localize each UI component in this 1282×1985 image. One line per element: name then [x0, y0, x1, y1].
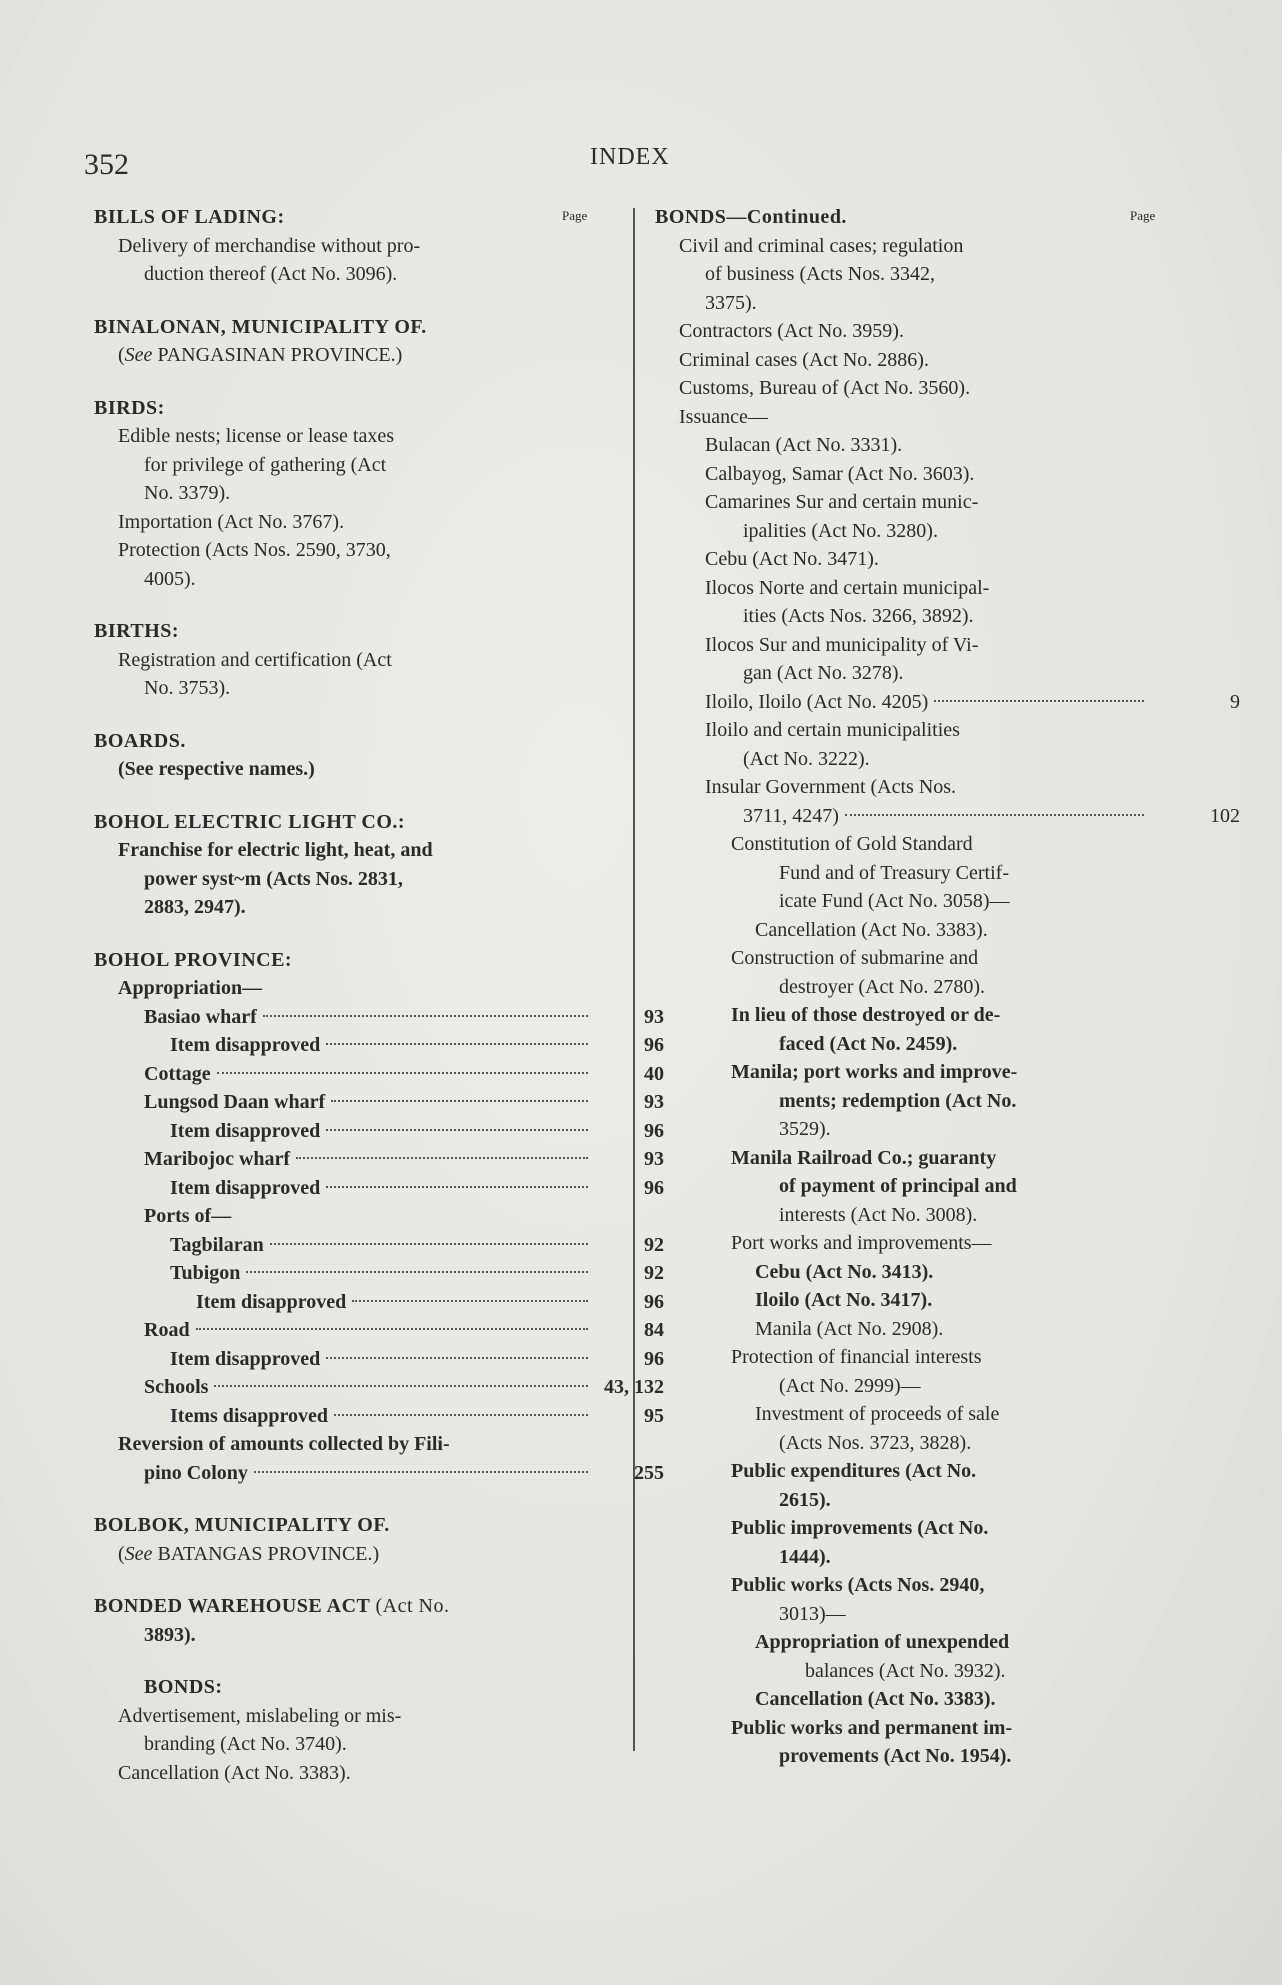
subentry-line: Cebu (Act No. 3471).: [705, 548, 879, 570]
subentry-line: Cancellation (Act No. 3383).: [118, 1761, 351, 1784]
entry-bohol-province: [94, 946, 664, 1488]
subentry-line: Investment of proceeds of sale: [755, 1403, 1000, 1425]
subentry-line: of payment of principal and: [779, 1175, 1017, 1197]
subentry-line: Manila; port works and improve-: [731, 1061, 1018, 1083]
entry-bills-of-lading: [94, 203, 624, 289]
entry-heading: BILLS OF LADING:: [94, 206, 285, 228]
subentry-line: 3893).: [144, 1623, 196, 1646]
subentry-line: Edible nests; license or lease taxes: [118, 425, 395, 447]
leader-row: Basiao wharf 93: [144, 1005, 664, 1028]
subentry-line: Cebu (Act No. 3413).: [755, 1260, 934, 1283]
subentry-line: for privilege of gathering (Act: [144, 453, 387, 476]
subentry-line: (Act No. 2999)—: [779, 1374, 921, 1397]
subentry-line: branding (Act No. 3740).: [144, 1733, 347, 1755]
leader-row: Item disapproved 96: [170, 1119, 664, 1142]
subentry-line: Construction of submarine and: [731, 947, 979, 969]
subentry-line: No. 3379).: [144, 482, 231, 504]
page-column-label-left: Page: [562, 208, 588, 223]
leader-row: Cottage 40: [144, 1062, 664, 1085]
entry-bonded-warehouse: [94, 1592, 624, 1649]
subentry-line: of business (Acts Nos. 3342,: [705, 263, 935, 285]
subentry-line: icate Fund (Act No. 3058)—: [779, 890, 1010, 912]
subentry-line: Advertisement, mislabeling or mis-: [118, 1704, 402, 1727]
subentry-line: In lieu of those destroyed or de-: [731, 1004, 1001, 1026]
entry-heading: BIRDS:: [94, 396, 165, 419]
leader-row: Lungsod Daan wharf 93: [144, 1091, 664, 1113]
subentry-line: Insular Government (Acts Nos.: [705, 776, 957, 798]
subentry-line: Appropriation of unexpended: [755, 1631, 1010, 1653]
subentry-line: Cancellation (Act No. 3383).: [755, 918, 988, 941]
subentry-line: (Act No. 3222).: [743, 747, 870, 770]
subentry-line: Public improvements (Act No.: [731, 1517, 989, 1539]
subentry-line: Ilocos Sur and municipality of Vi-: [705, 633, 979, 656]
see-reference: (See PANGASINAN PROVINCE.): [118, 344, 403, 366]
leader-row: Items disapproved 95: [170, 1404, 664, 1427]
entry-heading: BONDED WAREHOUSE ACT (Act No.: [94, 1595, 450, 1617]
subentry-line: 3375).: [705, 291, 757, 314]
leader-row: Schools 43, 132: [144, 1376, 664, 1398]
entry-heading: BIRTHS:: [94, 620, 180, 642]
leader-row: Item disapproved 96: [170, 1347, 664, 1370]
subentry-line: Port works and improvements—: [731, 1232, 992, 1254]
subentry-line: 3013)—: [779, 1602, 846, 1625]
leader-row: Maribojoc wharf 93: [144, 1148, 664, 1170]
subentry-line: balances (Act No. 3932).: [805, 1659, 1006, 1682]
entry-heading: BOHOL ELECTRIC LIGHT CO.:: [94, 810, 406, 833]
subentry-line: Delivery of merchandise without pro-: [118, 234, 421, 257]
entry-birds: [94, 394, 624, 594]
subentry-line: Criminal cases (Act No. 2886).: [679, 348, 929, 371]
entry-heading: BOLBOK, MUNICIPALITY OF.: [94, 1514, 390, 1536]
entry-bolbok: [94, 1511, 624, 1568]
entry-heading: BONDS:: [144, 1676, 223, 1698]
subentry-line: Manila (Act No. 2908).: [755, 1317, 944, 1340]
subentry-line: Franchise for electric light, heat, and: [118, 839, 433, 861]
subentry-line: Public works (Acts Nos. 2940,: [731, 1574, 985, 1596]
subentry-line: 2615).: [779, 1488, 831, 1511]
subentry-line: Customs, Bureau of (Act No. 3560).: [679, 377, 971, 399]
left-column: [94, 203, 664, 1811]
entry-heading: BOHOL PROVINCE:: [94, 948, 293, 971]
leader-row: pino Colony 255: [144, 1461, 664, 1484]
page-column-label-right: Page: [1130, 208, 1156, 223]
leader-row: Item disapproved 96: [170, 1034, 664, 1056]
subentry-line: Constitution of Gold Standard: [731, 833, 973, 855]
subentry-line: 2883, 2947).: [144, 896, 246, 918]
column-divider: [633, 208, 635, 1751]
entry-bohol-electric: [94, 808, 624, 922]
subentry-line: (Acts Nos. 3723, 3828).: [779, 1431, 972, 1454]
subentry-line: Importation (Act No. 3767).: [118, 510, 345, 533]
subentry-line: interests (Act No. 3008).: [779, 1203, 978, 1226]
subentry-line: Iloilo (Act No. 3417).: [755, 1289, 933, 1311]
subentry-line: Fund and of Treasury Certif-: [779, 861, 1009, 884]
entry-heading: BINALONAN, MUNICIPALITY OF.: [94, 315, 427, 338]
leader-row: 3711, 4247) 102: [743, 804, 1240, 827]
subentry-line: Protection of financial interests: [731, 1346, 982, 1368]
subentry-line: ities (Acts Nos. 3266, 3892).: [743, 605, 974, 627]
subentry-line: Public works and permanent im-: [731, 1716, 1013, 1739]
entry-heading: BONDS—Continued.: [655, 206, 847, 228]
subentry-line: Issuance—: [679, 405, 768, 428]
entry-binalonan: [94, 313, 624, 370]
subentry-line: Calbayog, Samar (Act No. 3603).: [705, 462, 975, 485]
entry-bonds: [94, 1673, 624, 1787]
subentry-line: ments; redemption (Act No.: [779, 1089, 1017, 1112]
entry-births: [94, 617, 624, 703]
leader-row: Item disapproved 96: [170, 1176, 664, 1199]
subentry-line: 4005).: [144, 567, 196, 590]
see-reference: (See respective names.): [118, 758, 315, 780]
leader-row: Iloilo, Iloilo (Act No. 4205) 9: [705, 690, 1240, 713]
leader-row: Tagbilaran 92: [170, 1233, 664, 1256]
subentry-line: Camarines Sur and certain munic-: [705, 491, 979, 513]
entry-heading: BOARDS.: [94, 729, 186, 752]
subentry-line: Reversion of amounts collected by Fili-: [118, 1433, 450, 1455]
subentry-line: No. 3753).: [144, 677, 231, 699]
subentry-line: 1444).: [779, 1545, 831, 1568]
subentry-line: Manila Railroad Co.; guaranty: [731, 1146, 997, 1169]
subentry-line: Bulacan (Act No. 3331).: [705, 434, 903, 456]
subentry-line: provements (Act No. 1954).: [779, 1745, 1012, 1767]
subentry-line: Cancellation (Act No. 3383).: [755, 1688, 996, 1710]
subentry-line: faced (Act No. 2459).: [779, 1032, 958, 1055]
subentry-line: duction thereof (Act No. 3096).: [144, 263, 398, 285]
subentry-line: Appropriation—: [118, 977, 263, 999]
subentry-line: Iloilo and certain municipalities: [705, 719, 960, 741]
running-head: INDEX: [590, 144, 670, 170]
leader-row: Road 84: [144, 1319, 664, 1341]
subentry-line: Protection (Acts Nos. 2590, 3730,: [118, 539, 391, 561]
page-number: 352: [84, 148, 129, 181]
right-column: [655, 203, 1240, 1771]
subentry-line: destroyer (Act No. 2780).: [779, 975, 986, 998]
entry-boards: [94, 727, 624, 784]
subentry-line: 3529).: [779, 1118, 831, 1140]
subentry-line: Registration and certification (Act: [118, 648, 392, 671]
subentry-line: power syst~m (Acts Nos. 2831,: [144, 867, 403, 890]
subentry-line: Contractors (Act No. 3959).: [679, 320, 904, 342]
subentry-line: Ilocos Norte and certain municipal-: [705, 576, 990, 599]
subentry-line: ipalities (Act No. 3280).: [743, 519, 938, 542]
subentry-line: Ports of—: [144, 1205, 232, 1227]
subentry-line: Public expenditures (Act No.: [731, 1460, 977, 1482]
subentry-line: gan (Act No. 3278).: [743, 662, 904, 684]
subentry-line: Civil and criminal cases; regulation: [679, 234, 964, 257]
leader-row: Item disapproved 96: [196, 1290, 664, 1313]
see-reference: (See BATANGAS PROVINCE.): [118, 1542, 380, 1565]
leader-row: Tubigon 92: [170, 1262, 664, 1284]
